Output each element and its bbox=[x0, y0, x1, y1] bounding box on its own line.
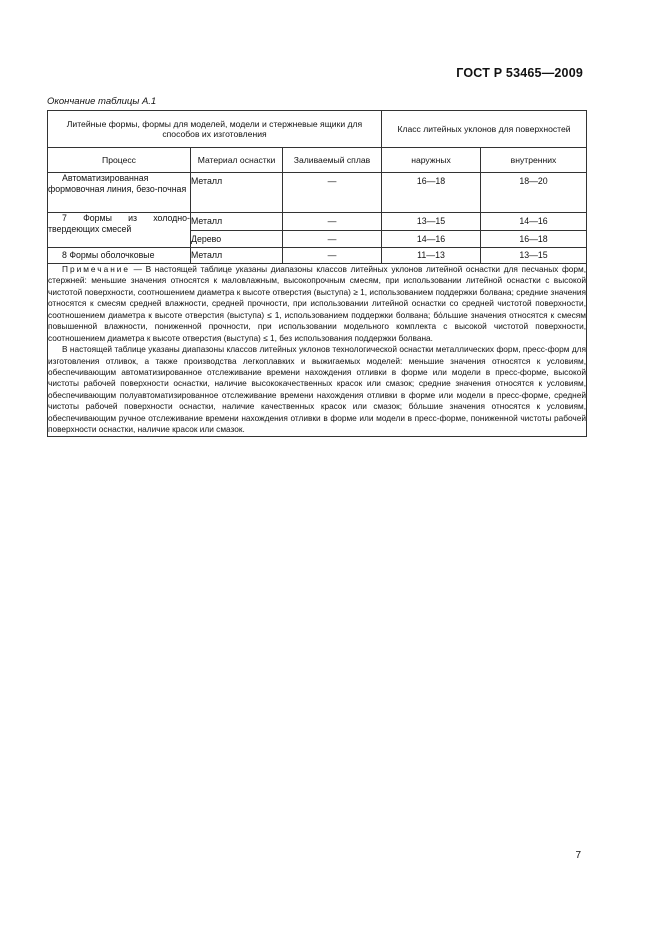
column-header-process: Процесс bbox=[48, 148, 191, 173]
header-forms-group: Литейные формы, формы для моделей, модели и стержневые ящики для способов их изготовления bbox=[48, 111, 382, 148]
column-header-inner: внутренних bbox=[481, 148, 587, 173]
cell-alloy: — bbox=[283, 173, 382, 213]
table-note-row bbox=[48, 264, 587, 437]
cell-outer: 11—13 bbox=[382, 248, 481, 264]
table-row bbox=[48, 248, 587, 264]
note-paragraph-1 bbox=[48, 264, 586, 344]
cell-process: 8 Формы оболочковые bbox=[48, 248, 191, 264]
cell-alloy: — bbox=[283, 248, 382, 264]
cell-outer: 16—18 bbox=[382, 173, 481, 213]
table-subheader-row bbox=[48, 148, 587, 173]
cell-inner: 18—20 bbox=[481, 173, 587, 213]
note-text-1: — В настоящей таблице указаны диапазоны классов литейных уклонов литейной оснастки для песчаных форм, стержней: меньшие значения относятся к маловлажным, высокопрочным смесям, при использовании литейной оснастки с высокой чистотой поверхности, соотношением диаметра к высоте отверстия (выступа) ≥ 1, использованием поддержки болвана; средние значения относятся к смесям средней влажности, средней прочности, при использовании литейной оснастки со средней чистотой поверхности, соотношением диаметра к высоте отверстия (выступа) ≤ 1, использованием поддержки болвана; бо́льшие значения относятся к смесям повышенной влажности, пониженной прочности, при использовании модельного комплекта с высокой чистотой поверхности, соотношением диаметра к высоте отверстия (выступа) ≤ 1, без использования поддержки болвана. bbox=[48, 264, 587, 343]
document-number: ГОСТ Р 53465—2009 bbox=[456, 66, 583, 80]
table-header-row bbox=[48, 111, 587, 148]
cell-material: Металл bbox=[191, 213, 283, 231]
table-note bbox=[48, 264, 587, 437]
cell-inner: 14—16 bbox=[481, 213, 587, 231]
cell-process: 7 Формы из холодно-твердеющих смесей bbox=[48, 213, 191, 248]
cell-process: Автоматизированная формовочная линия, безо-почная bbox=[48, 173, 191, 213]
column-header-outer: наружных bbox=[382, 148, 481, 173]
cell-alloy: — bbox=[283, 213, 382, 231]
note-paragraph-2: В настоящей таблице указаны диапазоны классов литейных уклонов технологической оснастки металлических форм, пресс-форм для изготовления отливок, а также производства легкоплавких и выжигаемых моделей: меньшие значения относятся к условиям, обеспечивающим автоматизированное отслеживание времени нахождения отливки в форме или модели в пресс-форме, высокой чистоты рабочей поверхности оснастки, наличие высококачественных красок или смазок; средние значения относятся к условиям, обеспечивающим полуавтоматизированное отслеживание времени нахождения отливки в форме или модели в пресс-форме, средней чистоты рабочей поверхности оснастки, наличие качественных красок или смазок; бо́льшие значения относятся к условиям, обеспечивающим ручное отслеживание времени нахождения отливки в форме или модели в пресс-форме, пониженной чистоты рабочей поверхности оснастки, наличие красок или смазок. bbox=[48, 344, 587, 435]
cell-material: Металл bbox=[191, 248, 283, 264]
cell-material: Металл bbox=[191, 173, 283, 213]
table-caption: Окончание таблицы А.1 bbox=[47, 96, 157, 107]
column-header-alloy: Заливаемый сплав bbox=[283, 148, 382, 173]
cell-inner: 16—18 bbox=[481, 231, 587, 248]
table-row bbox=[48, 173, 587, 213]
cell-material: Дерево bbox=[191, 231, 283, 248]
note-label: Примечание bbox=[62, 264, 131, 274]
column-header-material: Материал оснастки bbox=[191, 148, 283, 173]
cell-outer: 14—16 bbox=[382, 231, 481, 248]
page-number: 7 bbox=[575, 850, 581, 861]
table-row bbox=[48, 213, 587, 231]
cell-inner: 13—15 bbox=[481, 248, 587, 264]
cell-outer: 13—15 bbox=[382, 213, 481, 231]
cell-alloy: — bbox=[283, 231, 382, 248]
slope-class-table bbox=[47, 110, 587, 437]
header-slope-class-group: Класс литейных уклонов для поверхностей bbox=[382, 111, 587, 148]
